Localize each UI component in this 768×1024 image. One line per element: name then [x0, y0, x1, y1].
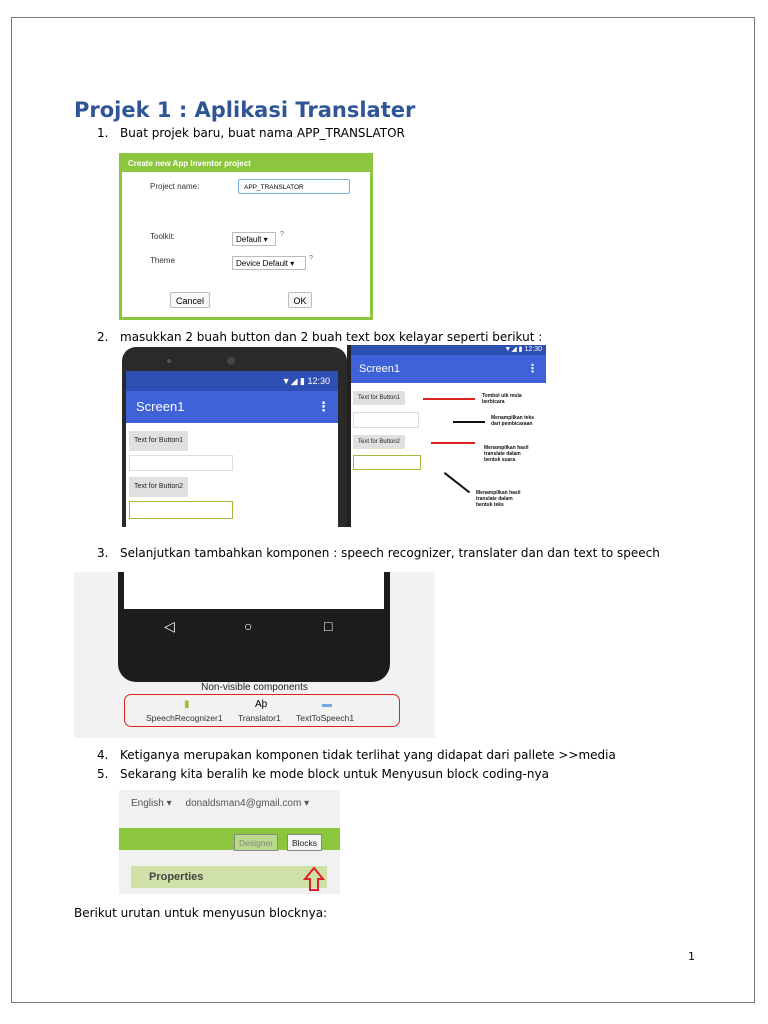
recents-icon[interactable]: □ — [324, 618, 333, 634]
ok-button[interactable]: OK — [288, 292, 312, 308]
phone-mockup — [122, 347, 347, 527]
toolkit-value: Default — [236, 235, 262, 244]
annotation-4: Menampilkan hasil translate dalam bentuk teks — [476, 490, 521, 508]
button1[interactable]: Text for Button1 — [129, 431, 188, 451]
account-bar — [131, 798, 309, 809]
toolkit-label: Toolkit: — [150, 232, 175, 241]
list-number: 3. — [97, 546, 109, 560]
text-box-2[interactable] — [353, 455, 421, 470]
chevron-down-icon: ▾ — [166, 798, 172, 809]
app-bar — [351, 355, 546, 383]
home-icon[interactable]: ○ — [244, 618, 253, 634]
back-icon[interactable]: ◁ — [164, 618, 175, 634]
list-number: 4. — [97, 748, 109, 762]
page-title: Projek 1 : Aplikasi Translater — [74, 98, 416, 122]
button2[interactable]: Text for Button2 — [129, 477, 188, 497]
arrow-up-icon — [303, 866, 325, 892]
closing-paragraph: Berikut urutan untuk menyusun blocknya: — [74, 906, 328, 920]
button2[interactable]: Text for Button2 — [353, 435, 405, 449]
list-text: masukkan 2 buah button dan 2 buah text box kelayar seperti berikut : — [120, 330, 543, 344]
properties-panel-header: Properties — [131, 866, 327, 888]
list-text: Ketiganya merupakan komponen tidak terlihat yang didapat dari pallete >>media — [120, 748, 616, 762]
pointer-line — [423, 398, 475, 400]
list-number: 5. — [97, 767, 109, 781]
status-bar — [126, 371, 338, 391]
designer-button[interactable]: Designer — [234, 834, 278, 851]
overflow-menu-icon[interactable]: ⋮ — [317, 399, 330, 414]
chevron-down-icon: ▾ — [263, 235, 268, 244]
list-number: 1. — [97, 126, 109, 140]
screen-title: Screen1 — [136, 399, 185, 414]
speech-bubble-icon: ▬ — [322, 699, 332, 710]
phone-screen — [124, 572, 384, 609]
list-text: Sekarang kita beralih ke mode block untuk Menyusun block coding-nya — [120, 767, 549, 781]
blocks-button[interactable]: Blocks — [287, 834, 322, 851]
blocks-toggle-shot — [119, 790, 340, 894]
translator-icon: Aϸ — [255, 699, 268, 710]
cancel-button[interactable]: Cancel — [170, 292, 210, 308]
component-text-to-speech[interactable]: TextToSpeech1 — [296, 713, 355, 723]
annotated-screen-body — [351, 345, 546, 527]
component-translator[interactable]: Translator1 — [238, 713, 281, 723]
annotated-screen — [347, 345, 546, 527]
signal-icon: ▼◢ ▮ — [281, 376, 308, 386]
toolkit-select[interactable] — [232, 232, 276, 246]
sensor-icon — [167, 359, 171, 363]
list-number: 2. — [97, 330, 109, 344]
nonvisible-components-shot — [74, 572, 435, 738]
pointer-line — [431, 442, 475, 444]
phone-bottom — [118, 572, 390, 682]
account-email[interactable]: donaldsman4@gmail.com — [185, 798, 302, 809]
help-icon[interactable]: ? — [280, 231, 284, 238]
text-box-2[interactable] — [129, 501, 233, 519]
text-box-1[interactable] — [129, 455, 233, 471]
nonvisible-label: Non-visible components — [201, 682, 308, 693]
project-name-label: Project name: — [150, 182, 200, 191]
annotation-1: Tombol utk mula berbicara — [482, 393, 522, 405]
camera-icon — [227, 357, 235, 365]
chevron-down-icon: ▾ — [304, 798, 310, 809]
language-select[interactable]: English — [131, 798, 164, 809]
project-name-input[interactable]: APP_TRANSLATOR — [238, 179, 350, 194]
pointer-line — [453, 421, 485, 423]
help-icon[interactable]: ? — [309, 255, 313, 262]
microphone-icon: ▮ — [184, 699, 190, 710]
list-text: Selanjutkan tambahkan komponen : speech recognizer, translater dan dan text to speech — [120, 546, 660, 560]
list-text: Buat projek baru, buat nama APP_TRANSLATOR — [120, 126, 405, 140]
screen-title: Screen1 — [359, 363, 400, 375]
pointer-line — [444, 472, 470, 493]
overflow-menu-icon[interactable]: ⋮ — [527, 363, 538, 375]
theme-label: Theme — [150, 256, 175, 265]
annotation-2: Menampilkan teks dari pembicaraan — [491, 415, 535, 427]
page-number: 1 — [688, 950, 695, 963]
annotation-3: Menampilkan hasil translate dalam bentuk suara — [484, 445, 529, 463]
create-project-dialog — [119, 153, 373, 320]
app-bar — [126, 391, 338, 423]
button1[interactable]: Text for Button1 — [353, 391, 405, 405]
theme-value: Device Default — [236, 259, 289, 268]
theme-select[interactable] — [232, 256, 306, 270]
text-box-1[interactable] — [353, 412, 419, 428]
status-time: 12:30 — [524, 346, 542, 353]
status-time: 12:30 — [307, 376, 330, 386]
phone-screen — [126, 371, 338, 527]
status-bar — [351, 345, 546, 355]
signal-icon: ▼◢ ▮ — [504, 346, 525, 353]
dialog-header: Create new App Inventor project — [122, 156, 370, 172]
chevron-down-icon: ▾ — [290, 259, 295, 268]
component-speech-recognizer[interactable]: SpeechRecognizer1 — [146, 713, 223, 723]
